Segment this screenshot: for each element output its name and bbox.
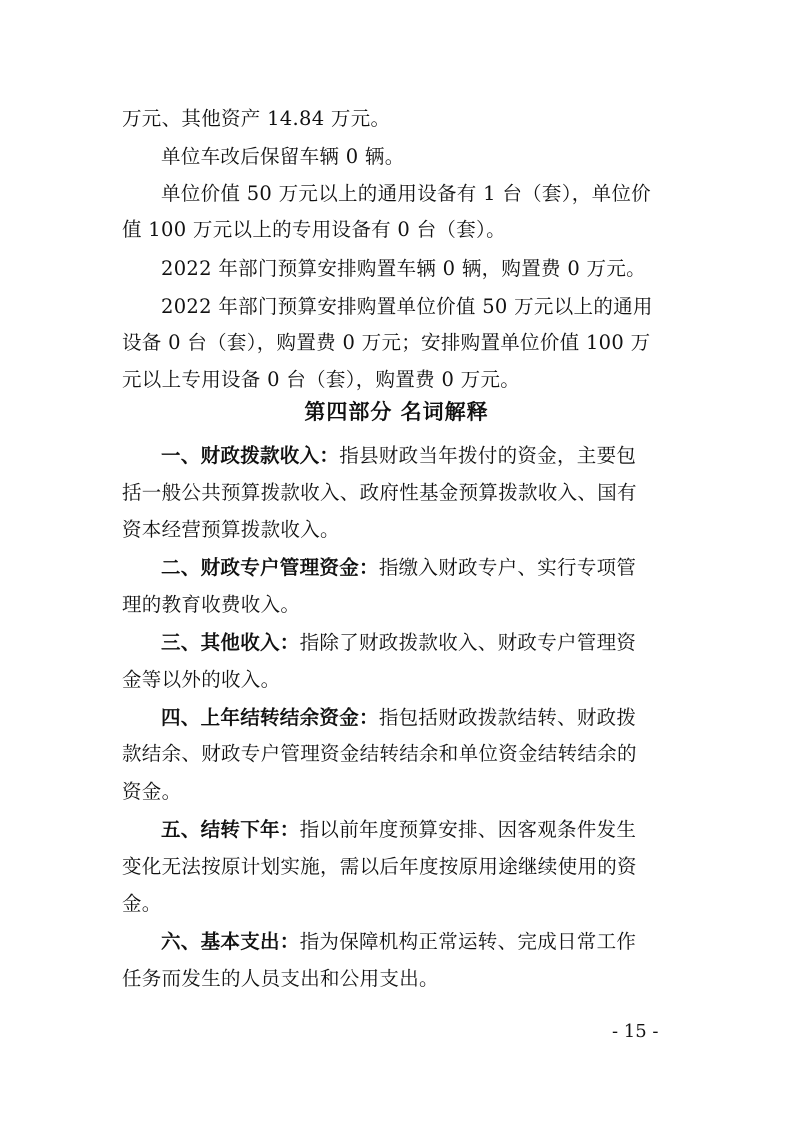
paragraph-line: 款结余、财政专户管理资金结转结余和单位资金结转结余的 xyxy=(122,742,637,765)
term-definition: 指以前年度预算安排、因客观条件发生 xyxy=(299,818,637,841)
paragraph-line: 资本经营预算拨款收入。 xyxy=(122,518,340,541)
term-label: 三、其他收入： xyxy=(161,631,300,654)
term-definition: 指为保障机构正常运转、完成日常工作 xyxy=(299,930,637,953)
page-number: - 15 - xyxy=(612,1021,659,1042)
term-line xyxy=(161,443,636,469)
term-definition: 指包括财政拨款结转、财政拨 xyxy=(378,706,637,729)
paragraph-line: 设备 0 台（套），购置费 0 万元；安排购置单位价值 100 万 xyxy=(122,331,651,354)
section-heading: 第四部分 名词解释 xyxy=(304,400,489,424)
term-line xyxy=(161,705,636,731)
term-line xyxy=(161,817,636,843)
paragraph-line: 单位车改后保留车辆 0 辆。 xyxy=(161,145,405,168)
paragraph-line: 金。 xyxy=(122,892,162,915)
term-label: 六、基本支出： xyxy=(161,930,300,953)
term-line xyxy=(161,929,636,955)
paragraph-line: 万元、其他资产 14.84 万元。 xyxy=(122,107,391,130)
term-line xyxy=(161,555,636,581)
paragraph-line: 金等以外的收入。 xyxy=(122,668,281,691)
paragraph-line: 2022 年部门预算安排购置车辆 0 辆，购置费 0 万元。 xyxy=(161,257,646,280)
paragraph-line: 值 100 万元以上的专用设备有 0 台（套）。 xyxy=(122,218,506,241)
paragraph-line: 任务而发生的人员支出和公用支出。 xyxy=(122,967,439,990)
term-label: 四、上年结转结余资金： xyxy=(161,706,379,729)
term-label: 二、财政专户管理资金： xyxy=(161,556,379,579)
term-definition: 指除了财政拨款收入、财政专户管理资 xyxy=(299,631,637,654)
paragraph-line: 资金。 xyxy=(122,780,182,803)
term-definition: 指缴入财政专户、实行专项管 xyxy=(378,556,637,579)
paragraph-line: 括一般公共预算拨款收入、政府性基金预算拨款收入、国有 xyxy=(122,481,637,504)
term-label: 一、财政拨款收入： xyxy=(161,444,340,467)
paragraph-line: 单位价值 50 万元以上的通用设备有 1 台（套），单位价 xyxy=(161,182,651,205)
term-line xyxy=(161,630,636,656)
paragraph-line: 理的教育收费收入。 xyxy=(122,593,301,616)
paragraph-line: 2022 年部门预算安排购置单位价值 50 万元以上的通用 xyxy=(161,295,653,318)
paragraph-line: 元以上专用设备 0 台（套），购置费 0 万元。 xyxy=(122,368,521,391)
term-label: 五、结转下年： xyxy=(161,818,300,841)
paragraph-line: 变化无法按原计划实施，需以后年度按原用途继续使用的资 xyxy=(122,855,637,878)
term-definition: 指县财政当年拨付的资金，主要包 xyxy=(339,444,637,467)
